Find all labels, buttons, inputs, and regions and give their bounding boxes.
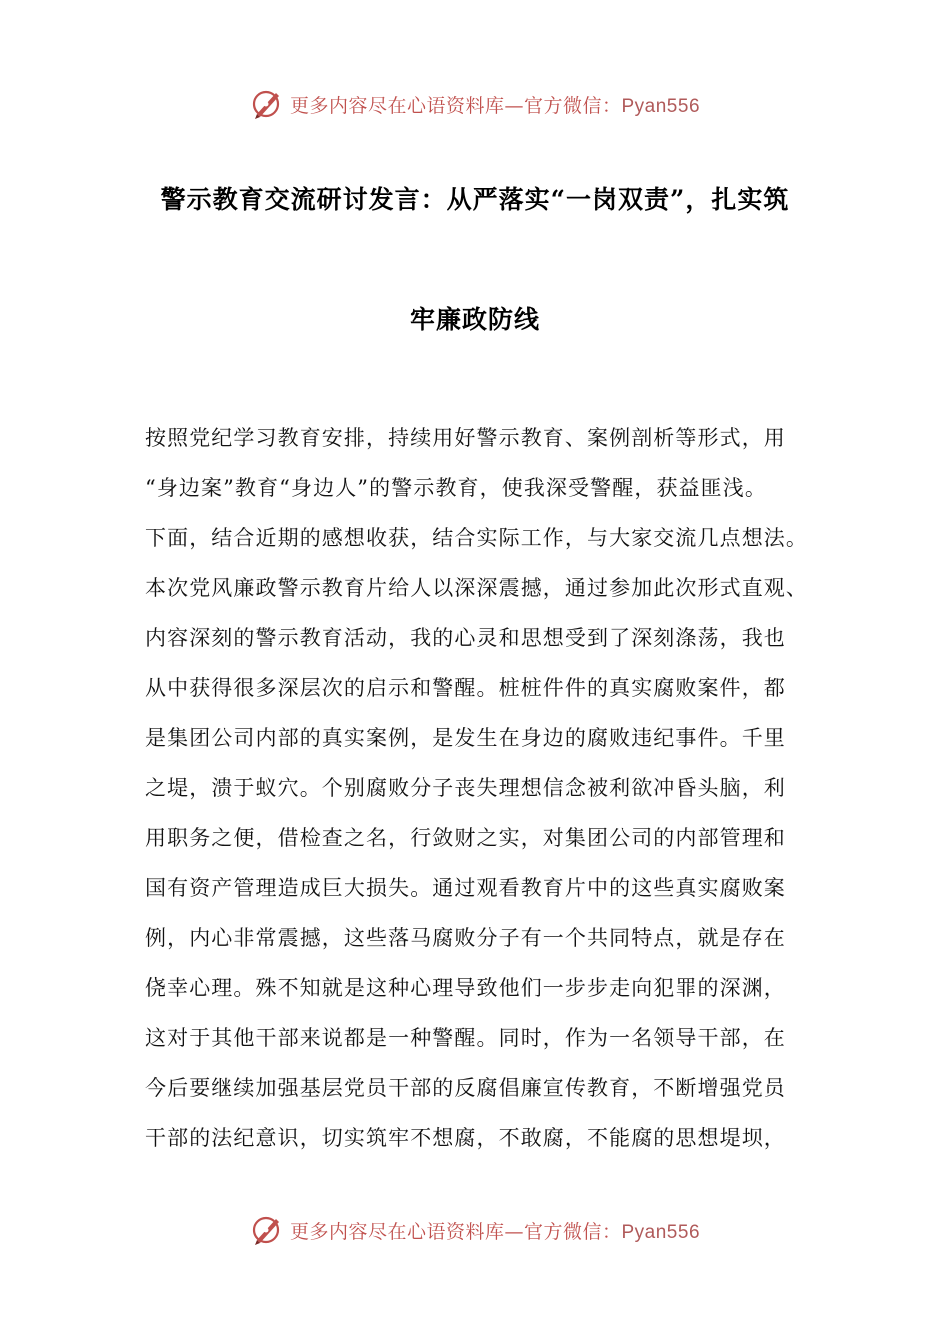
body-line: 按照党纪学习教育安排，持续用好警示教育、案例剖析等形式，用	[145, 426, 786, 450]
pen-circle-logo-icon	[250, 87, 284, 121]
document-body	[145, 413, 825, 1163]
body-line: 之堤，溃于蚁穴。个别腐败分子丧失理想信念被利欲冲昏头脑，利	[145, 776, 786, 800]
banner-wechat-id: Pyan556	[621, 1221, 701, 1243]
banner-text	[290, 91, 700, 118]
body-line: 干部的法纪意识，切实筑牢不想腐，不敢腐，不能腐的思想堤坝，	[145, 1126, 786, 1150]
banner-label: 更多内容尽在心语资料库—官方微信：	[289, 1220, 622, 1243]
document-title-line-2: 牢廉政防线	[409, 305, 540, 334]
banner-text	[290, 1217, 700, 1244]
banner-label: 更多内容尽在心语资料库—官方微信：	[289, 94, 622, 117]
banner-wechat-id: Pyan556	[621, 95, 701, 117]
pen-circle-logo-icon	[250, 1213, 284, 1247]
body-line: 例，内心非常震撼，这些落马腐败分子有一个共同特点，就是存在	[145, 926, 786, 950]
header-banner	[0, 84, 950, 124]
body-line: 今后要继续加强基层党员干部的反腐倡廉宣传教育，不断增强党员	[145, 1076, 786, 1100]
body-line: 侥幸心理。殊不知就是这种心理导致他们一步步走向犯罪的深渊，	[145, 976, 786, 1000]
body-line: 本次党风廉政警示教育片给人以深深震撼，通过参加此次形式直观、	[145, 576, 808, 600]
body-line: 是集团公司内部的真实案例，是发生在身边的腐败违纪事件。千里	[145, 726, 786, 750]
body-line: 这对于其他干部来说都是一种警醒。同时，作为一名领导干部，在	[145, 1026, 786, 1050]
body-line: 内容深刻的警示教育活动，我的心灵和思想受到了深刻涤荡，我也	[145, 626, 786, 650]
document-title-line-1: 警示教育交流研讨发言：从严落实“一岗双责”，扎实筑	[160, 185, 790, 214]
body-line: 下面，结合近期的感想收获，结合实际工作，与大家交流几点想法。	[145, 526, 808, 550]
body-line: 用职务之便，借检查之名，行敛财之实，对集团公司的内部管理和	[145, 826, 786, 850]
body-line: 国有资产管理造成巨大损失。通过观看教育片中的这些真实腐败案	[145, 876, 786, 900]
body-line: “身边案”教育“身边人”的警示教育，使我深受警醒，获益匪浅。	[145, 476, 767, 500]
footer-banner	[0, 1210, 950, 1250]
body-line: 从中获得很多深层次的启示和警醒。桩桩件件的真实腐败案件，都	[145, 676, 786, 700]
